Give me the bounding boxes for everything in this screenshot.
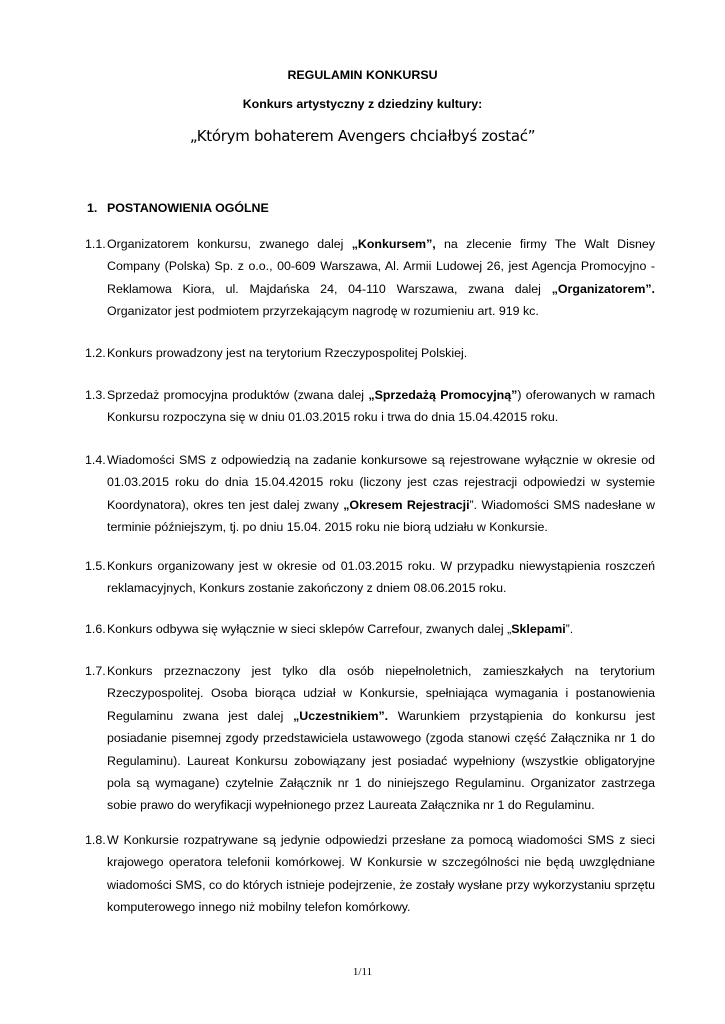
paragraph-text: W Konkursie rozpatrywane są jedynie odpowiedzi przesłane za pomocą wiadomości SMS z sieci krajowego operatora telefonii komórkowej. W Konkursie w szczególności nie będą uwzględniane wiadomości SMS, co do których istnieje podejrzenie, że zostały wysłane przy wykorzystaniu sprzętu komputerowego innego niż mobilny telefon komórkowy. bbox=[107, 833, 655, 915]
paragraph-number: 1.1. bbox=[85, 237, 106, 251]
paragraph-text: Konkurs odbywa się wyłącznie w sieci sklepów Carrefour, zwanych dalej „Sklepami”. bbox=[107, 622, 574, 636]
paragraph-text: Wiadomości SMS z odpowiedzią na zadanie konkursowe są rejestrowane wyłącznie w okresie od 01.03.2015 roku do dnia 15.04.42015 roku (liczony jest czas rejestracji odpowiedzi w systemie Koordynatora), okres ten jest dalej zwany „Okresem Rejestracji”. Wiadomości SMS nadesłane w terminie późniejszym, tj. po dniu 15.04. 2015 roku nie biorą udziału w Konkursie. bbox=[107, 453, 655, 535]
section-title: POSTANOWIENIA OGÓLNE bbox=[107, 201, 269, 215]
paragraph-text: Konkurs prowadzony jest na terytorium Rzeczypospolitej Polskiej. bbox=[107, 346, 468, 360]
paragraph-text: Konkurs organizowany jest w okresie od 01.03.2015 roku. W przypadku niewystąpienia roszczeń reklamacyjnych, Konkurs zostanie zakończony z dniem 08.06.2015 roku. bbox=[107, 559, 655, 596]
paragraph-text: Organizatorem konkursu, zwanego dalej „Konkursem”, na zlecenie firmy The Walt Disney Company (Polska) Sp. z o.o., 00-609 Warszawa, Al. Armii Ludowej 26, jest Agencja Promocyjno - Reklamowa Kiora, ul. Majdańska 24, 04-110 Warszawa, zwana dalej „Organizatorem”. Organizator jest podmiotem przyrzekającym nagrodę w rozumieniu art. 919 kc. bbox=[107, 237, 655, 319]
paragraph-number: 1.3. bbox=[85, 388, 106, 402]
paragraph-1-8 bbox=[85, 829, 655, 919]
paragraph-1-7 bbox=[85, 660, 655, 817]
paragraph-1-3 bbox=[85, 384, 655, 429]
document-title: REGULAMIN KONKURSU bbox=[287, 68, 438, 82]
page-number: 1/11 bbox=[352, 966, 373, 978]
paragraph-number: 1.2. bbox=[85, 346, 106, 360]
section-heading bbox=[87, 201, 269, 215]
paragraph-1-6 bbox=[85, 618, 655, 640]
paragraph-1-1 bbox=[85, 233, 655, 323]
section-number: 1. bbox=[87, 201, 98, 215]
paragraph-1-4 bbox=[85, 449, 655, 539]
paragraph-number: 1.6. bbox=[85, 622, 106, 636]
paragraph-number: 1.4. bbox=[85, 453, 106, 467]
contest-name: „Którym bohaterem Avengers chciałbyś zostać” bbox=[189, 127, 536, 145]
paragraph-text: Sprzedaż promocyjna produktów (zwana dalej „Sprzedażą Promocyjną”) oferowanych w ramach Konkursu rozpoczyna się w dniu 01.03.2015 roku i trwa do dnia 15.04.42015 roku. bbox=[107, 388, 655, 425]
paragraph-number: 1.8. bbox=[85, 833, 106, 847]
paragraph-text: Konkurs przeznaczony jest tylko dla osób niepełnoletnich, zamieszkałych na terytorium Rzeczypospolitej. Osoba biorąca udział w Konkursie, spełniająca wymagania i postanowienia Regulaminu zwana jest dalej „Uczestnikiem”. Warunkiem przystąpienia do konkursu jest posiadanie pisemnej zgody przedstawiciela ustawowego (zgoda stanowi część Załącznika nr 1 do Regulaminu). Laureat Konkursu zobowiązany jest posiadać wypełniony (wszystkie obligatoryjne pola są wymagane) czytelnie Załącznik nr 1 do niniejszego Regulaminu. Organizator zastrzega sobie prawo do weryfikacji wypełnionego przez Laureata Załącznika nr 1 do Regulaminu. bbox=[107, 664, 655, 813]
paragraph-number: 1.7. bbox=[85, 664, 106, 678]
document-subtitle: Konkurs artystyczny z dziedziny kultury: bbox=[242, 97, 483, 111]
paragraph-1-5 bbox=[85, 555, 655, 600]
paragraph-number: 1.5. bbox=[85, 559, 106, 573]
paragraph-1-2 bbox=[85, 342, 655, 364]
